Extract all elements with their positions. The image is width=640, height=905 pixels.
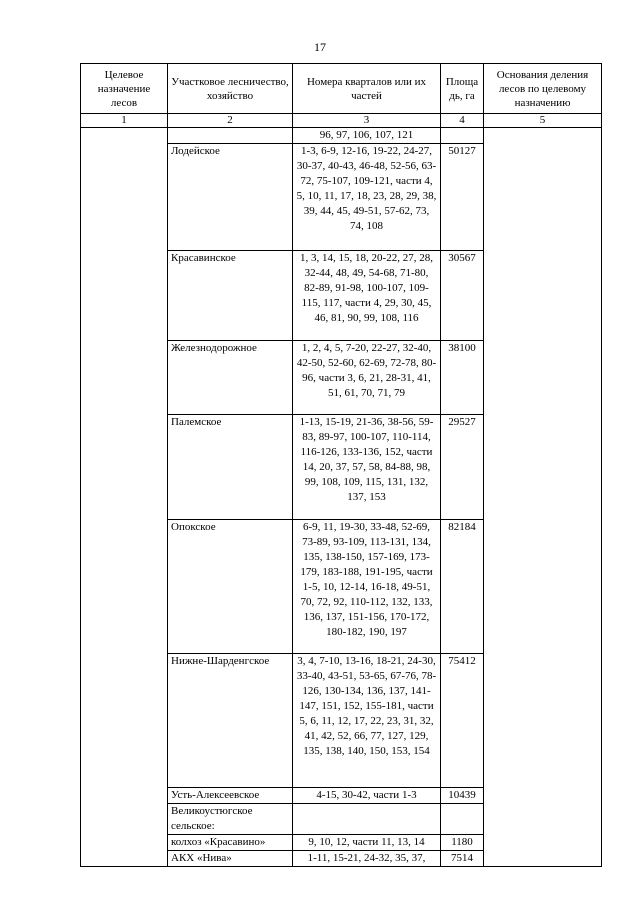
area-value: 30567 — [441, 251, 484, 341]
area-value: 7514 — [441, 851, 484, 867]
quarters-list: 1-3, 6-9, 12-16, 19-22, 24-27, 30-37, 40-43, 46-48, 52-56, 63-72, 75-107, 109-121, части 4, 5, 10, 11, 17, 18, 23, 28, 29, 38, 39, 44, 45, 49-51, 57-62, 73, 74, 108 — [293, 144, 441, 251]
quarters-list: 4-15, 30-42, части 1-3 — [293, 788, 441, 804]
area-value: 10439 — [441, 788, 484, 804]
header-row — [81, 64, 602, 114]
forest-purpose-table — [80, 63, 602, 867]
forestry-name: Опокское — [168, 520, 293, 654]
area-value: 29527 — [441, 415, 484, 520]
header-forestry: Участковое лесничество, хозяйство — [168, 64, 293, 114]
area-cell — [441, 128, 484, 144]
quarters-list: 9, 10, 12, части 11, 13, 14 — [293, 835, 441, 851]
forestry-cell — [168, 128, 293, 144]
area-value — [441, 804, 484, 835]
basis-cell — [484, 128, 602, 867]
forestry-name: Палемское — [168, 415, 293, 520]
area-value: 38100 — [441, 341, 484, 415]
purpose-cell — [81, 128, 168, 867]
forestry-name: Лодейское — [168, 144, 293, 251]
column-number: 4 — [441, 114, 484, 128]
quarters-list: 1, 3, 14, 15, 18, 20-22, 27, 28, 32-44, 48, 49, 54-68, 71-80, 82-89, 91-98, 100-107, 109-115, 117, части 4, 29, 30, 45, 46, 81, 90, 99, 108, 116 — [293, 251, 441, 341]
forestry-name: колхоз «Красавино» — [168, 835, 293, 851]
column-number-row — [81, 114, 602, 128]
column-number: 1 — [81, 114, 168, 128]
header-area: Площа дь, га — [441, 64, 484, 114]
header-quarters: Номера кварталов или их частей — [293, 64, 441, 114]
table-row-continuation — [81, 128, 602, 144]
header-purpose: Целевое назначение лесов — [81, 64, 168, 114]
forestry-name: Железнодорожное — [168, 341, 293, 415]
quarters-list: 1-13, 15-19, 21-36, 38-56, 59-83, 89-97, 100-107, 110-114, 116-126, 133-136, 152, части 14, 20, 37, 57, 58, 84-88, 98, 99, 108, 109, 115, 131, 132, 137, 153 — [293, 415, 441, 520]
area-value: 50127 — [441, 144, 484, 251]
header-basis: Основания деления лесов по целевому назначению — [484, 64, 602, 114]
quarters-list: 1-11, 15-21, 24-32, 35, 37, — [293, 851, 441, 867]
forestry-name: Красавинское — [168, 251, 293, 341]
area-value: 82184 — [441, 520, 484, 654]
forestry-name: Нижне-Шарденгское — [168, 654, 293, 788]
forestry-name: АКХ «Нива» — [168, 851, 293, 867]
column-number: 3 — [293, 114, 441, 128]
quarters-list: 3, 4, 7-10, 13-16, 18-21, 24-30, 33-40, 43-51, 53-65, 67-76, 78-126, 130-134, 136, 137, 141-147, 151, 152, 155-181, части 5, 6, 11, 12, 17, 22, 23, 31, 32, 41, 42, 52, 66, 77, 127, 129, 135, 138, 140, 150, 153, 154 — [293, 654, 441, 788]
quarters-list: 6-9, 11, 19-30, 33-48, 52-69, 73-89, 93-109, 113-131, 134, 135, 138-150, 157-169, 173-179, 183-188, 191-195, части 1-5, 10, 12-14, 16-18, 49-51, 70, 72, 92, 110-112, 132, 133, 136, 137, 151-156, 170-172, 180-182, 190, 197 — [293, 520, 441, 654]
page-number: 17 — [314, 40, 326, 54]
column-number: 2 — [168, 114, 293, 128]
area-value: 75412 — [441, 654, 484, 788]
area-value: 1180 — [441, 835, 484, 851]
quarters-cell: 96, 97, 106, 107, 121 — [293, 128, 441, 144]
forestry-name: Великоустюгское сельское: — [168, 804, 293, 835]
quarters-list — [293, 804, 441, 835]
quarters-list: 1, 2, 4, 5, 7-20, 22-27, 32-40, 42-50, 52-60, 62-69, 72-78, 80-96, части 3, 6, 21, 28-31, 41, 51, 61, 70, 71, 79 — [293, 341, 441, 415]
column-number: 5 — [484, 114, 602, 128]
forestry-name: Усть-Алексеевское — [168, 788, 293, 804]
